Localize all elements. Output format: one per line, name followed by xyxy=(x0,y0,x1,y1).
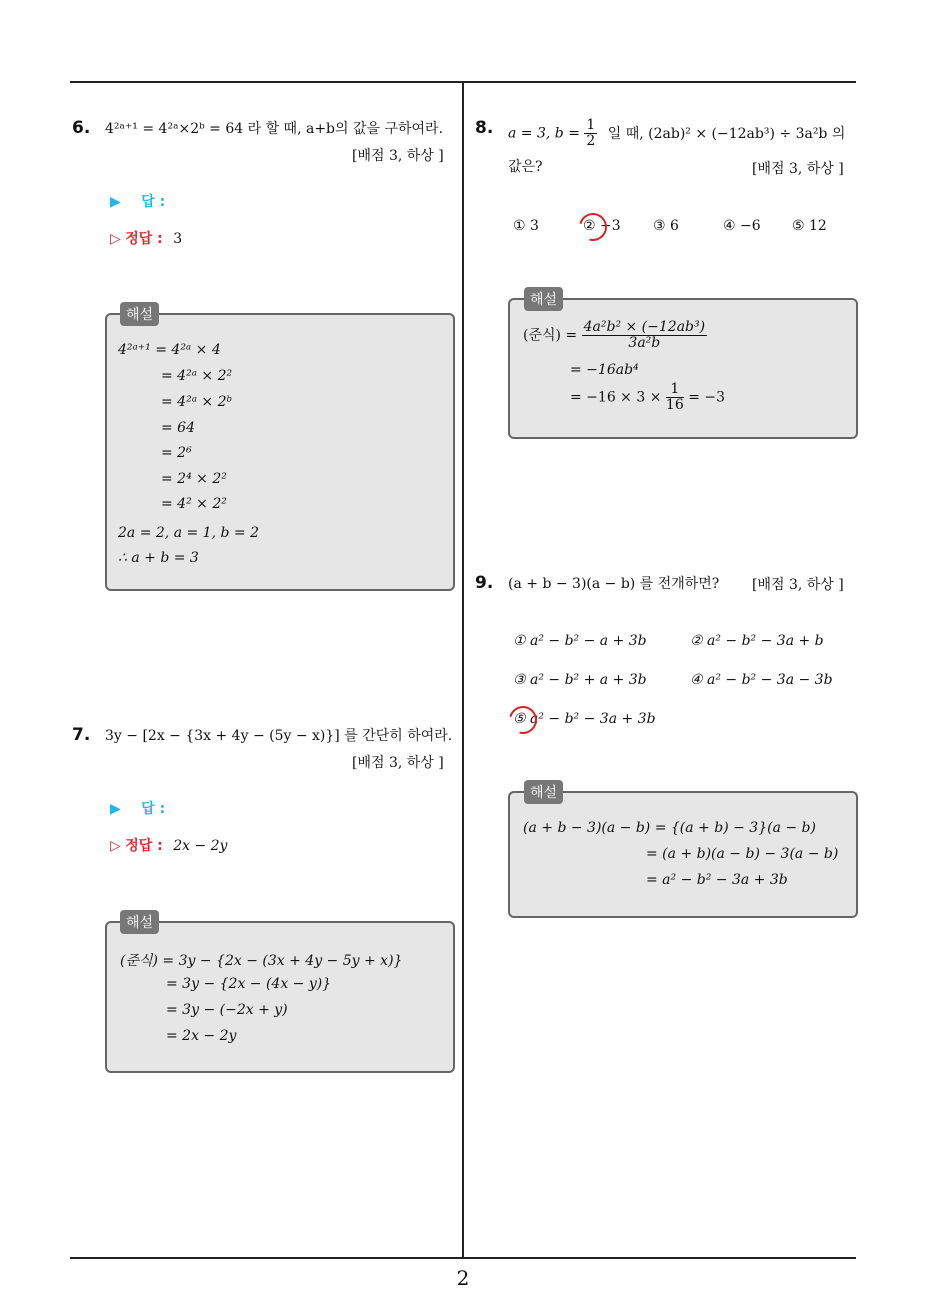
q7-correct-label: 정답 : xyxy=(125,838,163,854)
q6-sol-line: = 4²ᵃ × 2² xyxy=(161,368,233,384)
q6-sol-line: = 4² × 2² xyxy=(161,496,227,512)
q8-fraction xyxy=(584,118,597,149)
q6-number: 6. xyxy=(72,118,91,138)
q7-sol-line: (준식) = 3y − {2x − (3x + 4y − 5y + x)} xyxy=(120,953,403,969)
q9-option-1[interactable]: ① a² − b² − a + 3b xyxy=(513,633,647,649)
q6-answer-label: 답 : xyxy=(141,194,166,210)
q9-text: (a + b − 3)(a − b) 를 전개하면? xyxy=(508,576,720,592)
q8-sol-line3-fraction xyxy=(666,382,684,413)
triangle-outline-icon: ▷ xyxy=(110,231,121,247)
q7-sol-line: = 2x − 2y xyxy=(166,1028,237,1044)
triangle-outline-icon: ▷ xyxy=(110,838,121,854)
q8-text-b: 일 때, (2ab)² × (−12ab³) ÷ 3a²b 의 xyxy=(607,125,846,142)
q7-solution-box xyxy=(105,921,455,1073)
q7-correct-value: 2x − 2y xyxy=(173,838,228,854)
column-divider xyxy=(462,82,464,1259)
selected-answer-circle-icon xyxy=(504,701,542,739)
play-icon: ▶ xyxy=(110,801,121,817)
q8-sol-frac-bot: 3a²b xyxy=(628,335,661,351)
q9-number: 9. xyxy=(475,573,494,593)
q6-sol-line: ∴ a + b = 3 xyxy=(118,550,199,566)
q7-number: 7. xyxy=(72,725,91,745)
q6-solution-tag: 해설 xyxy=(120,302,159,326)
selected-answer-circle-icon xyxy=(574,208,612,246)
q8-option-2[interactable]: ② −3 xyxy=(583,218,621,234)
q8-text-a: a = 3, b = xyxy=(508,125,580,142)
q7-sol-line: = 3y − {2x − (4x − y)} xyxy=(166,976,332,992)
q8-sol-frac-top: 4a²b² × (−12ab³) xyxy=(583,319,706,335)
q6-correct-value: 3 xyxy=(173,231,183,247)
q8-sol-line1 xyxy=(523,320,707,351)
q8-score: [배점 3, 하상 ] xyxy=(752,161,844,177)
q6-sol-line: = 2⁴ × 2² xyxy=(161,471,227,487)
q6-sol-line: 4²ᵃ⁺¹ = 4²ᵃ × 4 xyxy=(118,342,221,358)
q6-sol-line: = 64 xyxy=(161,420,195,436)
q8-option-1[interactable]: ① 3 xyxy=(513,218,539,234)
q9-option-3[interactable]: ③ a² − b² + a + 3b xyxy=(513,672,647,688)
q8-frac-bot: 2 xyxy=(586,133,596,149)
q8-solution-tag: 해설 xyxy=(524,287,563,311)
q7-answer-row[interactable] xyxy=(110,798,165,818)
q8-sol-line3-a: = −16 × 3 × xyxy=(570,389,662,406)
q6-answer-row[interactable] xyxy=(110,191,165,211)
q7-correct-row xyxy=(110,835,227,855)
q9-sol-line: (a + b − 3)(a − b) = {(a + b) − 3}(a − b) xyxy=(523,820,816,836)
q8-frac-top: 1 xyxy=(586,117,596,133)
q6-correct-row xyxy=(110,228,182,248)
q9-option-5[interactable]: ⑤ a² − b² − 3a + 3b xyxy=(513,711,656,727)
q8-option-4[interactable]: ④ −6 xyxy=(723,218,761,234)
page-number: 2 xyxy=(456,1266,470,1290)
q8-sol-line3-fb: 16 xyxy=(665,397,684,413)
play-icon: ▶ xyxy=(110,194,121,210)
q7-text: 3y − [2x − {3x + 4y − (5y − x)}] 를 간단히 하여라. xyxy=(105,728,453,744)
q8-option-5[interactable]: ⑤ 12 xyxy=(792,218,827,234)
q8-sol-line2: = −16ab⁴ xyxy=(570,362,639,378)
q9-solution-tag: 해설 xyxy=(524,780,563,804)
q8-sol-fraction xyxy=(582,320,707,351)
q7-solution-tag: 해설 xyxy=(120,910,159,934)
bottom-rule xyxy=(70,1257,856,1259)
q8-number: 8. xyxy=(475,118,494,138)
q9-sol-line: = (a + b)(a − b) − 3(a − b) xyxy=(646,846,839,862)
q8-text-c: 값은? xyxy=(508,159,543,175)
q6-sol-line: = 2⁶ xyxy=(161,445,192,461)
q6-text: 4²ᵃ⁺¹ = 4²ᵃ×2ᵇ = 64 라 할 때, a+b의 값을 구하여라. xyxy=(105,121,444,137)
q6-correct-label: 정답 : xyxy=(125,231,163,247)
q8-sol-line3 xyxy=(570,382,725,413)
q8-option-3[interactable]: ③ 6 xyxy=(653,218,679,234)
q9-option-4[interactable]: ④ a² − b² − 3a − 3b xyxy=(690,672,833,688)
q8-text-line1 xyxy=(508,118,845,149)
q9-sol-line: = a² − b² − 3a + 3b xyxy=(646,872,788,888)
q8-sol-pre: (준식) = xyxy=(523,327,578,344)
q7-sol-line: = 3y − (−2x + y) xyxy=(166,1002,288,1018)
q6-sol-line: 2a = 2, a = 1, b = 2 xyxy=(118,525,259,541)
q7-answer-label: 답 : xyxy=(141,801,166,817)
q7-score: [배점 3, 하상 ] xyxy=(352,755,444,771)
q9-option-2[interactable]: ② a² − b² − 3a + b xyxy=(690,633,824,649)
q9-score: [배점 3, 하상 ] xyxy=(752,577,844,593)
q6-score: [배점 3, 하상 ] xyxy=(352,148,444,164)
q6-sol-line: = 4²ᵃ × 2ᵇ xyxy=(161,394,233,410)
q8-sol-line3-ft: 1 xyxy=(666,382,684,398)
q8-sol-line3-b: = −3 xyxy=(688,389,726,406)
